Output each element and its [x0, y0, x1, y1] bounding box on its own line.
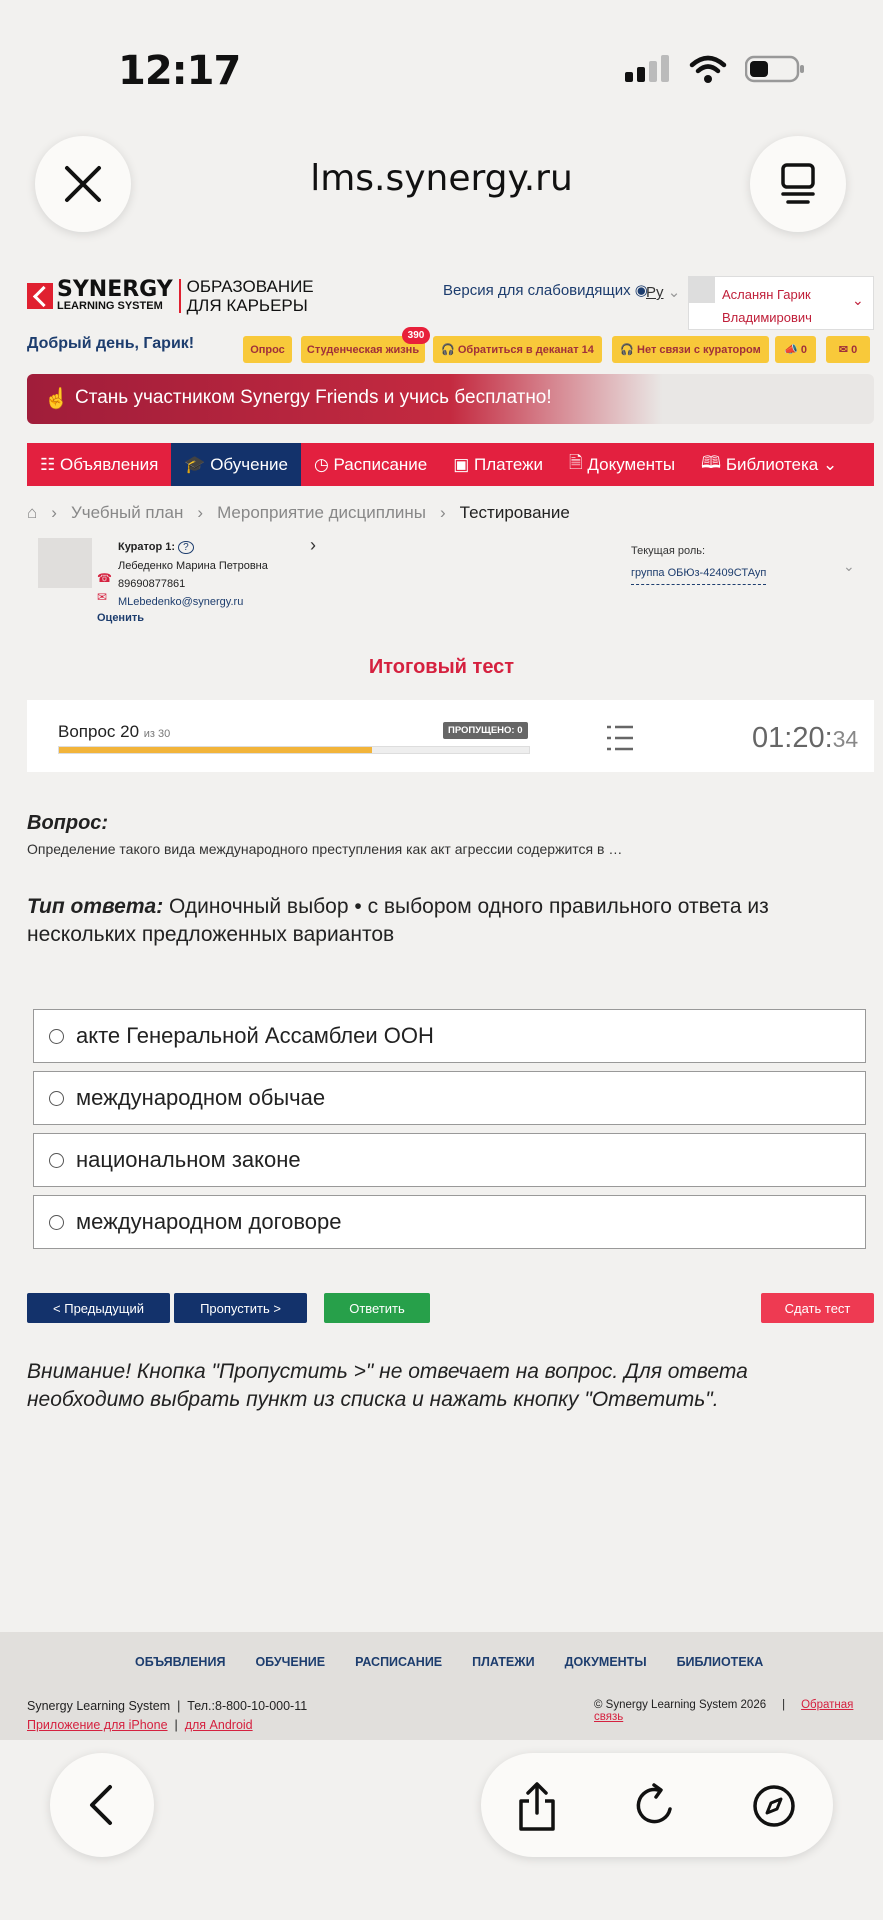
android-app-link[interactable]: для Android [184, 1718, 253, 1732]
reader-icon [778, 162, 818, 206]
compass-icon [751, 1783, 797, 1829]
radio-icon[interactable] [49, 1153, 64, 1168]
answer-option[interactable] [33, 1195, 866, 1249]
greeting: Добрый день, Гарик! [27, 335, 195, 352]
survey-button[interactable]: Опрос [243, 336, 292, 363]
footer-apps: Приложение для iPhone | для Android [27, 1718, 253, 1732]
user-avatar [689, 277, 715, 303]
footer-link[interactable]: ПЛАТЕЖИ [472, 1655, 535, 1669]
reload-icon [632, 1783, 678, 1829]
nav-label: Объявления [59, 454, 159, 474]
vision-link[interactable] [443, 281, 648, 299]
option-label: международном обычае [76, 1085, 326, 1110]
breadcrumb-item[interactable]: Мероприятие дисциплины [217, 503, 426, 522]
curator-avatar [38, 538, 92, 588]
headset-icon: 🎧 [441, 344, 458, 356]
list-icon: ☷ [40, 454, 60, 474]
share-button[interactable] [515, 1781, 559, 1838]
question-number: Вопрос 20 [58, 722, 140, 741]
company-name: Synergy Learning System [27, 1699, 171, 1713]
announcements-button[interactable] [775, 336, 816, 363]
footer-link[interactable]: ДОКУМЕНТЫ [564, 1655, 647, 1669]
question-text: Определение такого вида международного преступления как акт агрессии содержится в … [27, 841, 623, 857]
mail-button[interactable] [826, 336, 870, 363]
feedback-link[interactable]: Обратная связь [594, 1699, 854, 1723]
dean-button[interactable] [433, 336, 602, 363]
nav-item-payments[interactable] [440, 443, 556, 486]
chevron-down-icon: ⌄ [818, 454, 838, 474]
breadcrumb-current: Тестирование [459, 503, 570, 522]
curator-name: Лебеденко Марина Петровна [118, 560, 268, 572]
timer-seconds: 34 [832, 726, 859, 752]
document-icon: 🗎 [569, 453, 588, 472]
company-phone: Тел.:8-800-10-000-11 [187, 1699, 308, 1713]
submit-test-button[interactable]: Сдать тест [761, 1293, 874, 1323]
footer-link[interactable]: ОБЪЯВЛЕНИЯ [135, 1655, 226, 1669]
dean-label: Обратиться в деканат 14 [457, 343, 594, 356]
reload-button[interactable] [632, 1783, 678, 1834]
answer-option[interactable] [33, 1009, 866, 1063]
chevron-down-icon[interactable]: ⌄ [843, 558, 855, 574]
megaphone-icon: 📣 [784, 344, 801, 356]
curator-phone: 89690877861 [118, 578, 186, 590]
user-last: Владимирович [722, 310, 812, 325]
nav-label: Расписание [333, 454, 428, 474]
battery-icon [745, 54, 805, 84]
answer-type-label: Тип ответа: [27, 895, 164, 918]
clock-icon: ◷ [313, 454, 334, 474]
nav-item-announcements[interactable] [27, 443, 171, 486]
chevron-left-icon [82, 1783, 122, 1827]
help-icon[interactable]: ? [178, 541, 194, 554]
main-nav [27, 443, 874, 486]
curator-block [118, 538, 268, 611]
footer-link[interactable]: ОБУЧЕНИЕ [255, 1655, 326, 1669]
radio-icon[interactable] [49, 1091, 64, 1106]
breadcrumb: ⌂ › Учебный план › Мероприятие дисциплины › Тестирование [27, 503, 570, 522]
home-icon[interactable]: ⌂ [27, 503, 38, 522]
logo-tagline2: ДЛЯ КАРЬЕРЫ [186, 296, 308, 315]
logo-line1: SYNERGY [57, 277, 173, 302]
lang-value: Ру [646, 284, 664, 301]
logo-divider [179, 279, 181, 313]
compass-button[interactable] [751, 1783, 797, 1834]
banner-text: Стань участником Synergy Friends и учись бесплатно! [75, 387, 552, 408]
book-icon: 🕮 [701, 453, 726, 472]
curator-label: Куратор 1: [118, 541, 176, 553]
progress-fill [59, 747, 372, 753]
logo-tagline1: ОБРАЗОВАНИЕ [186, 277, 314, 296]
answer-button[interactable]: Ответить [324, 1293, 430, 1323]
chevron-right-icon[interactable]: › [310, 535, 316, 555]
rate-curator-link[interactable]: Оценить [97, 612, 144, 624]
nav-item-schedule[interactable] [301, 443, 440, 486]
test-timer [752, 722, 858, 755]
status-time: 12:17 [118, 48, 241, 94]
money-icon: ▣ [453, 454, 475, 474]
nav-label: Документы [587, 454, 676, 474]
test-title: Итоговый тест [368, 656, 515, 678]
logo-mark-icon [27, 283, 53, 309]
lang-select[interactable] [646, 283, 680, 301]
back-button[interactable] [50, 1753, 154, 1857]
question-counter [58, 722, 170, 742]
footer-nav [135, 1655, 763, 1669]
nav-item-documents[interactable] [556, 443, 688, 486]
footer-right: © Synergy Learning System 2026 | Обратная связь [594, 1699, 854, 1723]
option-label: национальном законе [76, 1147, 301, 1172]
cellular-signal-icon [625, 54, 671, 84]
graduation-cap-icon: 🎓 [184, 454, 211, 474]
option-label: международном договоре [76, 1209, 342, 1234]
copyright: © Synergy Learning System 2026 [594, 1699, 767, 1711]
footer-link[interactable]: РАСПИСАНИЕ [355, 1655, 443, 1669]
radio-icon[interactable] [49, 1215, 64, 1230]
url-bar[interactable]: lms.synergy.ru [310, 158, 573, 199]
warning-text: Внимание! Кнопка "Пропустить >" не отвечает на вопрос. Для ответа необходимо выбрать пункт из списка и нажать кнопку "Ответить". [27, 1360, 748, 1411]
skipped-badge: ПРОПУЩЕНО: 0 [443, 722, 528, 739]
progress-bar [58, 746, 530, 754]
nav-label: Обучение [210, 454, 288, 474]
hand-pointer-icon: ☝ [44, 388, 69, 410]
eye-icon: ◉ [634, 282, 648, 299]
share-icon [515, 1781, 559, 1833]
answer-type [27, 893, 857, 949]
radio-icon[interactable] [49, 1029, 64, 1044]
option-label: акте Генеральной Ассамблеи ООН [76, 1023, 434, 1048]
iphone-app-link[interactable]: Приложение для iPhone [27, 1718, 168, 1732]
mail-count: 0 [851, 343, 858, 356]
nav-item-library[interactable] [688, 443, 850, 486]
vision-label: Версия для слабовидящих [443, 282, 631, 299]
nav-label: Платежи [474, 454, 543, 474]
nav-item-learning[interactable] [171, 443, 301, 486]
question-total: из 30 [143, 728, 171, 740]
reader-button[interactable] [750, 136, 846, 232]
user-chevron-icon: ⌄ [852, 292, 864, 308]
phone-icon: ☎ [97, 571, 112, 585]
answer-type-text: Одиночный выбор • с выбором одного правильного ответа из нескольких предложенных вариантов [27, 895, 769, 946]
role-block [631, 540, 766, 585]
wifi-icon [689, 54, 727, 84]
mail-icon: ✉ [838, 344, 852, 356]
role-select[interactable]: группа ОБЮз-42409СТАуп [631, 562, 766, 585]
user-name[interactable] [722, 283, 812, 329]
status-icons [625, 54, 805, 84]
footer-link[interactable]: БИБЛИОТЕКА [676, 1655, 764, 1669]
timer-main: 01:20: [752, 722, 833, 754]
answer-option[interactable] [33, 1071, 866, 1125]
skip-button[interactable]: Пропустить > [174, 1293, 307, 1323]
user-first: Асланян Гарик [722, 287, 811, 302]
list-icon [605, 724, 635, 752]
nav-label: Библиотека [725, 454, 819, 474]
no-curator-button[interactable] [612, 336, 769, 363]
no-curator-label: Нет связи с куратором [637, 343, 761, 356]
role-label: Текущая роль: [631, 545, 706, 557]
student-life-badge: 390 [402, 327, 430, 344]
breadcrumb-item[interactable]: Учебный план [70, 503, 184, 522]
question-label: Вопрос: [27, 812, 109, 834]
announcements-count: 0 [800, 343, 807, 356]
site-logo[interactable] [27, 277, 314, 315]
headset-icon: 🎧 [620, 344, 638, 356]
student-life-button[interactable]: Студенческая жизнь [301, 336, 425, 363]
footer-company: Synergy Learning System | Тел.:8-800-10-000-11 [27, 1699, 308, 1713]
logo-line2: LEARNING SYSTEM [57, 300, 163, 312]
curator-email[interactable]: MLebedenko@synergy.ru [118, 596, 244, 608]
previous-button[interactable]: < Предыдущий [27, 1293, 170, 1323]
answer-option[interactable] [33, 1133, 866, 1187]
question-list-icon[interactable] [605, 724, 635, 757]
chevron-down-icon: ⌄ [667, 284, 681, 301]
mail-icon: ✉ [97, 590, 108, 604]
